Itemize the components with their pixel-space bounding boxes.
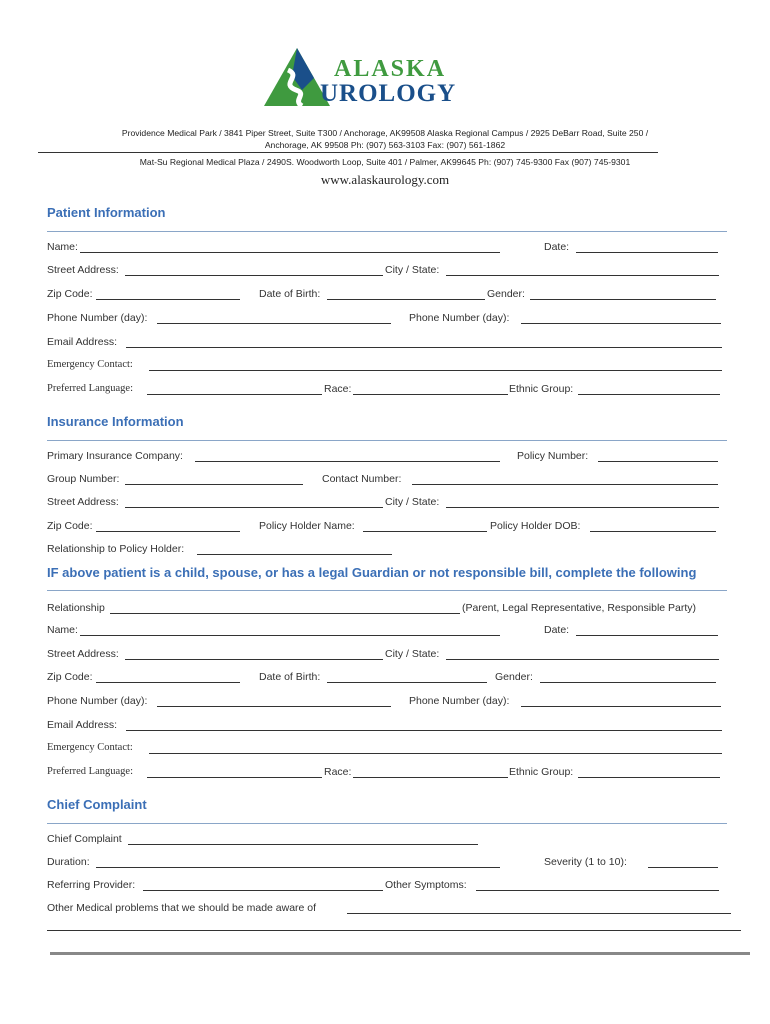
- logo-word-urology: UROLOGY: [320, 80, 457, 107]
- patient-date-field[interactable]: [576, 252, 718, 253]
- insurance-city-field[interactable]: [446, 507, 719, 508]
- insurance-relationship-label: Relationship to Policy Holder:: [47, 543, 185, 555]
- footer-rule: [50, 952, 750, 955]
- guardian-name-field[interactable]: [80, 635, 500, 636]
- complaint-severity-label: Severity (1 to 10):: [544, 856, 627, 868]
- guardian-phone2-label: Phone Number (day):: [409, 695, 510, 707]
- complaint-referring-field[interactable]: [143, 890, 383, 891]
- website-link[interactable]: www.alaskaurology.com: [320, 172, 450, 187]
- guardian-phone-label: Phone Number (day):: [47, 695, 148, 707]
- patient-name-label: Name:: [47, 241, 78, 253]
- guardian-email-label: Email Address:: [47, 719, 118, 731]
- patient-phone2-field[interactable]: [521, 323, 721, 324]
- insurance-group-field[interactable]: [125, 484, 303, 485]
- guardian-phone2-field[interactable]: [521, 706, 721, 707]
- patient-emergency-label: Emergency Contact:: [47, 359, 133, 370]
- patient-emergency-field[interactable]: [149, 370, 722, 371]
- section-rule-guardian: [47, 590, 727, 591]
- patient-dob-field[interactable]: [327, 299, 485, 300]
- complaint-other-symptoms-field[interactable]: [476, 890, 719, 891]
- guardian-race-field[interactable]: [353, 777, 508, 778]
- patient-ethnic-field[interactable]: [578, 394, 720, 395]
- header-divider: [38, 152, 658, 153]
- guardian-language-field[interactable]: [147, 777, 322, 778]
- insurance-policy-field[interactable]: [598, 461, 718, 462]
- insurance-contact-label: Contact Number:: [322, 473, 402, 485]
- guardian-relationship-note: (Parent, Legal Representative, Responsible Party): [462, 602, 697, 614]
- complaint-duration-field[interactable]: [96, 867, 500, 868]
- insurance-relationship-field[interactable]: [197, 554, 392, 555]
- address-line-3: Mat-Su Regional Medical Plaza / 2490S. Woodworth Loop, Suite 401 / Palmer, AK99645 Ph: (907) 745-9300 Fax (907) 745-9301: [139, 157, 631, 167]
- insurance-primary-field[interactable]: [195, 461, 500, 462]
- patient-gender-label: Gender:: [487, 288, 525, 300]
- guardian-email-field[interactable]: [126, 730, 722, 731]
- patient-email-field[interactable]: [126, 347, 722, 348]
- insurance-zip-label: Zip Code:: [47, 520, 93, 532]
- guardian-relationship-field[interactable]: [110, 613, 460, 614]
- section-rule-complaint: [47, 823, 727, 824]
- guardian-phone-field[interactable]: [157, 706, 391, 707]
- insurance-holder-dob-label: Policy Holder DOB:: [490, 520, 581, 532]
- patient-city-field[interactable]: [446, 275, 719, 276]
- guardian-zip-label: Zip Code:: [47, 671, 93, 683]
- guardian-gender-label: Gender:: [495, 671, 533, 683]
- complaint-duration-label: Duration:: [47, 856, 90, 868]
- guardian-emergency-label: Emergency Contact:: [47, 742, 133, 753]
- patient-race-field[interactable]: [353, 394, 508, 395]
- patient-gender-field[interactable]: [530, 299, 716, 300]
- patient-phone-field[interactable]: [157, 323, 391, 324]
- patient-phone-label: Phone Number (day):: [47, 312, 148, 324]
- patient-ethnic-label: Ethnic Group:: [509, 383, 574, 395]
- complaint-other-problems-label: Other Medical problems that we should be made aware of: [47, 902, 317, 914]
- patient-street-field[interactable]: [125, 275, 383, 276]
- logo-word-alaska: ALASKA: [334, 56, 447, 82]
- patient-city-label: City / State:: [385, 264, 440, 276]
- guardian-race-label: Race:: [324, 766, 352, 778]
- patient-name-field[interactable]: [80, 252, 500, 253]
- guardian-date-field[interactable]: [576, 635, 718, 636]
- complaint-chief-field[interactable]: [128, 844, 478, 845]
- guardian-relationship-label: Relationship: [47, 602, 105, 614]
- patient-street-label: Street Address:: [47, 264, 119, 276]
- guardian-street-label: Street Address:: [47, 648, 119, 660]
- complaint-referring-label: Referring Provider:: [47, 879, 136, 891]
- address-line-2: Anchorage, AK 99508 Ph: (907) 563-3103 Fax: (907) 561-1862: [264, 140, 506, 150]
- guardian-gender-field[interactable]: [540, 682, 716, 683]
- insurance-primary-label: Primary Insurance Company:: [47, 450, 183, 462]
- complaint-chief-label: Chief Complaint: [47, 833, 122, 845]
- patient-phone2-label: Phone Number (day):: [409, 312, 510, 324]
- guardian-dob-label: Date of Birth:: [259, 671, 321, 683]
- logo: [262, 46, 472, 110]
- guardian-dob-field[interactable]: [327, 682, 487, 683]
- complaint-other-symptoms-label: Other Symptoms:: [385, 879, 467, 891]
- section-title-complaint: Chief Complaint: [47, 797, 147, 812]
- patient-email-label: Email Address:: [47, 336, 118, 348]
- patient-date-label: Date:: [544, 241, 570, 253]
- complaint-other-problems-field-line2[interactable]: [47, 930, 741, 931]
- guardian-zip-field[interactable]: [96, 682, 240, 683]
- guardian-city-label: City / State:: [385, 648, 440, 660]
- address-line-1: Providence Medical Park / 3841 Piper Street, Suite T300 / Anchorage, AK99508 Alaska Regional Campus / 2925 DeBarr Road, Suite 250 /: [121, 128, 649, 138]
- guardian-ethnic-label: Ethnic Group:: [509, 766, 574, 778]
- insurance-zip-field[interactable]: [96, 531, 240, 532]
- insurance-group-label: Group Number:: [47, 473, 120, 485]
- patient-race-label: Race:: [324, 383, 352, 395]
- patient-dob-label: Date of Birth:: [259, 288, 321, 300]
- section-rule-insurance: [47, 440, 727, 441]
- guardian-date-label: Date:: [544, 624, 570, 636]
- section-title-patient: Patient Information: [47, 205, 166, 220]
- guardian-name-label: Name:: [47, 624, 78, 636]
- complaint-severity-field[interactable]: [648, 867, 718, 868]
- patient-language-label: Preferred Language:: [47, 383, 133, 394]
- complaint-other-problems-field[interactable]: [347, 913, 731, 914]
- insurance-street-label: Street Address:: [47, 496, 119, 508]
- insurance-city-label: City / State:: [385, 496, 440, 508]
- insurance-holder-name-field[interactable]: [363, 531, 487, 532]
- insurance-policy-label: Policy Number:: [517, 450, 589, 462]
- insurance-street-field[interactable]: [125, 507, 383, 508]
- section-title-guardian: IF above patient is a child, spouse, or has a legal Guardian or not responsible bill, complete the following: [47, 565, 697, 580]
- insurance-holder-dob-field[interactable]: [590, 531, 716, 532]
- patient-zip-label: Zip Code:: [47, 288, 93, 300]
- guardian-street-field[interactable]: [125, 659, 383, 660]
- section-title-insurance: Insurance Information: [47, 414, 184, 429]
- section-rule-patient: [47, 231, 727, 232]
- guardian-emergency-field[interactable]: [149, 753, 722, 754]
- patient-zip-field[interactable]: [96, 299, 240, 300]
- guardian-ethnic-field[interactable]: [578, 777, 720, 778]
- guardian-language-label: Preferred Language:: [47, 766, 133, 777]
- guardian-city-field[interactable]: [446, 659, 719, 660]
- insurance-contact-field[interactable]: [412, 484, 718, 485]
- insurance-holder-name-label: Policy Holder Name:: [259, 520, 355, 532]
- patient-language-field[interactable]: [147, 394, 322, 395]
